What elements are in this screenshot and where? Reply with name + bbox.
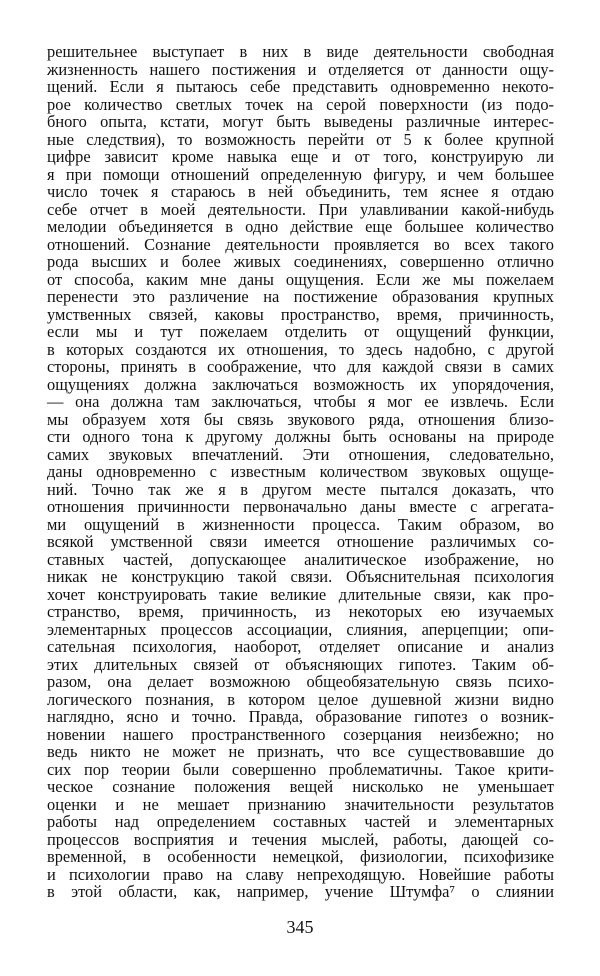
text-line: работы над определением составных частей и элементарных [47, 812, 554, 831]
body-text [47, 43, 554, 901]
text-line: — она должна там заключаться, чтобы я мог ее извлечь. Если [47, 392, 554, 411]
text-line: жизненность нашего постижения и отделяется от данности ощу- [47, 59, 554, 79]
text-line: если мы и тут пожелаем отделить от ощущений функции, [47, 322, 554, 341]
text-line: самих звуковых впечатлений. Эти отношения, следовательно, [47, 444, 554, 464]
text-line: всякой умственной связи имеется отношение различимых со- [47, 532, 554, 551]
text-line: решительнее выступает в них в виде деятельности свободная [47, 42, 554, 61]
text-line: ведь никто не может не признать, что все существовавшие до [47, 742, 554, 761]
text-line: хочет конструировать такие великие длительные связи, как про- [47, 584, 554, 604]
text-line: оценки и не мешает признанию значительности результатов [47, 794, 554, 814]
text-line: себе отчет в моей деятельности. При улавливании какой-нибудь [47, 199, 554, 219]
text-line: ные следствия), то возможность перейти от 5 к более крупной [47, 129, 554, 149]
text-line: и психологии право на славу непреходящую. Новейшие работы [47, 864, 554, 884]
text-line: ставных частей, допускающее аналитическое изображение, но [47, 549, 554, 569]
text-line: число точек я стараюсь в ней объединить, тем яснее я отдаю [47, 182, 554, 201]
text-line: ми ощущений в жизненности процесса. Таким образом, во [47, 514, 554, 534]
text-line: мы образуем хотя бы связь звукового ряда, отношения близо- [47, 409, 554, 429]
text-line: ческое сознание положения вещей нисколько не уменьшает [47, 777, 554, 796]
text-line: отношений. Сознание деятельности проявляется во всех такого [47, 234, 554, 254]
text-line: элементарных процессов ассоциации, слияния, аперцепции; опи- [47, 619, 554, 639]
text-line: сти одного тона к другому должны быть основаны на природе [47, 427, 554, 446]
text-line: ний. Точно так же я в другом месте пытался доказать, что [47, 479, 554, 499]
text-line: бного опыта, кстати, могут быть выведены различные интерес- [47, 112, 554, 131]
text-line: ощущениях должна заключаться возможность их упорядочения, [47, 374, 554, 394]
text-line: я при помощи отношений определенную фигуру, и чем большее [47, 164, 554, 184]
text-line: временной, в особенности немецкой, физиологии, психофизике [47, 847, 554, 866]
text-line: рое количество светлых точек на серой поверхности (из подо- [47, 94, 554, 114]
text-line: логического познания, в котором целое душевной жизни видно [47, 689, 554, 709]
text-line: от способа, каким мне даны ощущения. Если же мы пожелаем [47, 269, 554, 289]
text-line: разом, она делает возможною общеобязательную связь психо- [47, 672, 554, 691]
text-line: сих пор теории были совершенно проблематичны. Такое крити- [47, 759, 554, 779]
text-line: странство, время, причинность, из некоторых ею изучаемых [47, 602, 554, 621]
text-line: новении нашего пространственного созерцания неизбежно; но [47, 724, 554, 744]
text-line: мелодии объединяется в одно действие еще большее количество [47, 217, 554, 236]
text-line: сательная психология, наоборот, отделяет описание и анализ [47, 637, 554, 656]
text-line: никак не конструкцию такой связи. Объяснительная психология [47, 567, 554, 586]
text-line: отношения причинности первоначально даны вместе с агрегата- [47, 497, 554, 516]
text-line: процессов восприятия и течения мыслей, работы, дающей со- [47, 829, 554, 849]
text-line: в этой области, как, например, учение Штумфа⁷ о слиянии [47, 882, 554, 901]
text-line: рода высших и более живых соединениях, совершенно отлично [47, 252, 554, 271]
text-line: умственных связей, каковы пространство, время, причинность, [47, 304, 554, 324]
page-number: 345 [286, 917, 314, 937]
text-line: даны одновременно с известным количеством звуковых ощуще- [47, 462, 554, 481]
text-line: перенести это различение на постижение образования крупных [47, 287, 554, 306]
text-line: щений. Если я пытаюсь себе представить одновременно некото- [47, 77, 554, 96]
text-line: наглядно, ясно и точно. Правда, образование гипотез о возник- [47, 707, 554, 726]
text-line: в которых создаются их отношения, то здесь надобно, с другой [47, 339, 554, 359]
text-line: стороны, принять в соображение, что для каждой связи в самих [47, 357, 554, 376]
text-line: этих длительных связей от объясняющих гипотез. Таким об- [47, 654, 554, 674]
text-line: цифре зависит кроме навыка еще и от того, конструирую ли [47, 147, 554, 166]
